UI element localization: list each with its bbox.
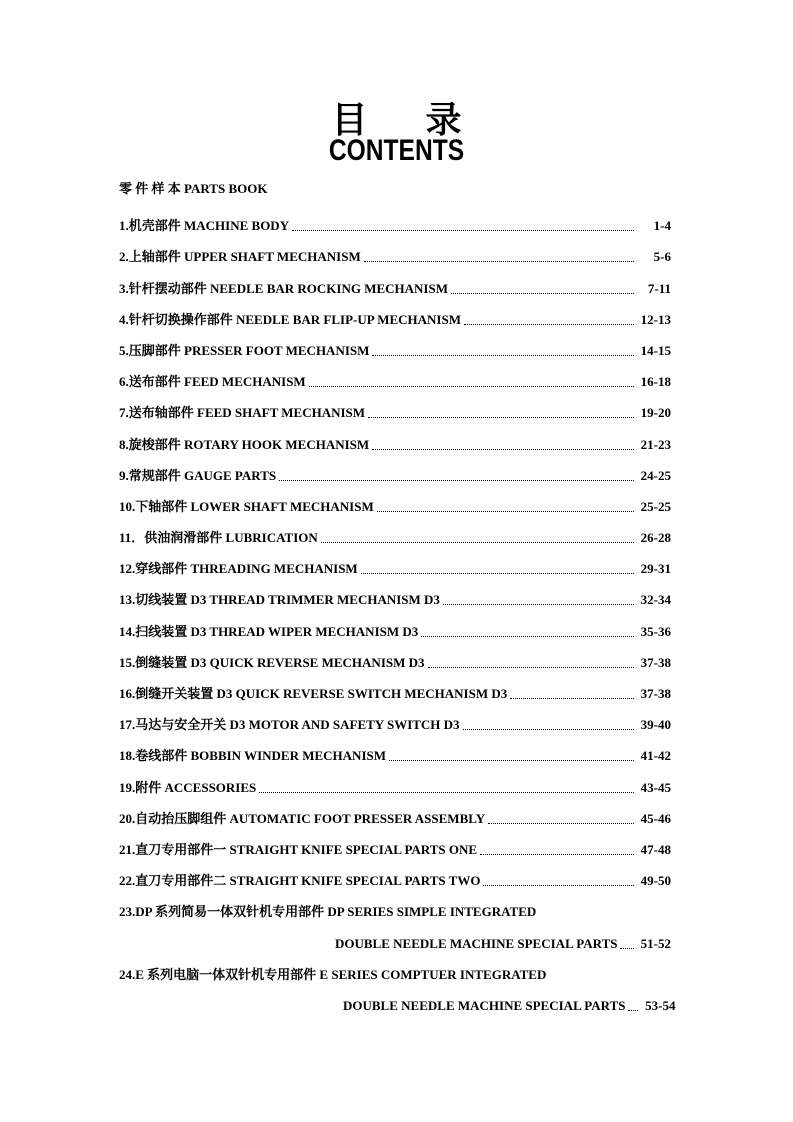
toc-entry-page-range: 45-46 — [640, 810, 671, 826]
toc-entry[interactable] — [119, 764, 671, 795]
toc-entry[interactable] — [119, 203, 671, 234]
toc-entry[interactable] — [119, 297, 671, 328]
toc-entry-label: 9.常规部件 GAUGE PARTS — [119, 467, 277, 483]
toc-entry-label: 11．供油润滑部件 LUBRICATION — [119, 530, 318, 546]
toc-dot-leader — [464, 324, 634, 325]
toc-entry[interactable] — [119, 671, 671, 702]
toc-entry[interactable] — [119, 390, 671, 421]
toc-entry-page-range: 41-42 — [640, 748, 671, 764]
toc-entry[interactable] — [119, 952, 671, 983]
toc-entry-page-range: 47-48 — [640, 841, 671, 857]
toc-entry-page-range: 37-38 — [640, 654, 671, 670]
page-title-english: CONTENTS — [328, 134, 465, 167]
toc-entry-label: 12.穿线部件 THREADING MECHANISM — [119, 561, 358, 577]
toc-dot-leader — [510, 698, 634, 699]
toc-entry[interactable] — [119, 546, 671, 577]
toc-dot-leader — [372, 355, 634, 356]
toc-entry-page-range: 24-25 — [640, 467, 671, 483]
toc-entry-label: 8.旋梭部件 ROTARY HOOK MECHANISM — [119, 436, 370, 452]
toc-dot-leader — [483, 885, 634, 886]
toc-entry-page-range: 35-36 — [640, 623, 671, 639]
toc-dot-leader — [480, 854, 634, 855]
toc-entry-label: 18.卷线部件 BOBBIN WINDER MECHANISM — [119, 748, 387, 764]
toc-entry-label: 24.E 系列电脑一体双针机专用部件 E SERIES COMPTUER INTEGRATED — [119, 966, 547, 982]
toc-entry[interactable] — [119, 640, 671, 671]
toc-entry[interactable] — [119, 702, 671, 733]
toc-entry[interactable] — [119, 359, 671, 390]
toc-entry-label: DOUBLE NEEDLE MACHINE SPECIAL PARTS — [335, 935, 618, 951]
toc-entry-label: 22.直刀专用部件二 STRAIGHT KNIFE SPECIAL PARTS TWO — [119, 873, 481, 889]
toc-entry-page-range: 12-13 — [640, 311, 671, 327]
toc-entry-label: DOUBLE NEEDLE MACHINE SPECIAL PARTS — [343, 997, 626, 1013]
table-of-contents — [119, 203, 676, 1014]
toc-dot-leader — [309, 386, 634, 387]
toc-entry[interactable] — [119, 827, 671, 858]
toc-entry-page-range: 32-34 — [640, 592, 671, 608]
toc-dot-leader — [488, 823, 634, 824]
toc-entry-page-range: 25-25 — [640, 498, 671, 514]
toc-dot-leader — [372, 449, 634, 450]
toc-entry-page-range: 19-20 — [640, 405, 671, 421]
toc-entry-page-range: 5-6 — [653, 249, 671, 265]
toc-entry[interactable] — [119, 421, 671, 452]
page-title-chinese: 目录 — [331, 100, 520, 141]
toc-dot-leader — [628, 1010, 638, 1011]
toc-entry-label: 5.压脚部件 PRESSER FOOT MECHANISM — [119, 342, 370, 358]
toc-entry[interactable] — [119, 983, 676, 1014]
toc-entry[interactable] — [119, 453, 671, 484]
toc-entry-page-range: 14-15 — [640, 342, 671, 358]
toc-entry-page-range: 26-28 — [640, 530, 671, 546]
toc-dot-leader — [377, 511, 634, 512]
toc-entry[interactable] — [119, 796, 671, 827]
parts-book-subtitle: 零 件 样 本 PARTS BOOK — [119, 181, 268, 196]
toc-dot-leader — [428, 667, 634, 668]
toc-entry-label: 17.马达与安全开关 D3 MOTOR AND SAFETY SWITCH D3 — [119, 717, 460, 733]
toc-entry-page-range: 37-38 — [640, 686, 671, 701]
toc-entry[interactable] — [119, 484, 671, 515]
toc-dot-leader — [463, 729, 634, 730]
toc-entry[interactable] — [119, 328, 671, 359]
toc-entry-page-range: 7-11 — [647, 280, 671, 296]
toc-entry-label: 1.机壳部件 MACHINE BODY — [119, 218, 290, 234]
toc-entry-page-range: 1-4 — [653, 218, 671, 234]
toc-dot-leader — [620, 948, 634, 949]
toc-entry-page-range: 53-54 — [645, 997, 676, 1013]
toc-dot-leader — [259, 792, 634, 793]
toc-entry-label: 14.扫线装置 D3 THREAD WIPER MECHANISM D3 — [119, 623, 419, 639]
toc-entry-label: 21.直刀专用部件一 STRAIGHT KNIFE SPECIAL PARTS ONE — [119, 841, 478, 857]
toc-entry-label: 10.下轴部件 LOWER SHAFT MECHANISM — [119, 498, 374, 514]
toc-entry-label: 15.倒缝装置 D3 QUICK REVERSE MECHANISM D3 — [119, 654, 425, 670]
toc-entry-label: 4.针杆切换操作部件 NEEDLE BAR FLIP-UP MECHANISM — [119, 311, 461, 327]
toc-entry-label: 3.针杆摆动部件 NEEDLE BAR ROCKING MECHANISM — [119, 280, 448, 296]
toc-entry-page-range: 43-45 — [640, 779, 671, 795]
toc-dot-leader — [389, 760, 634, 761]
toc-entry[interactable] — [119, 920, 671, 951]
toc-entry[interactable] — [119, 515, 671, 546]
toc-entry-label: 19.附件 ACCESSORIES — [119, 779, 257, 795]
toc-entry-label: 6.送布部件 FEED MECHANISM — [119, 374, 306, 390]
toc-dot-leader — [279, 480, 634, 481]
toc-entry-page-range: 49-50 — [640, 873, 671, 889]
toc-entry-label: 13.切线装置 D3 THREAD TRIMMER MECHANISM D3 — [119, 592, 440, 608]
toc-entry[interactable] — [119, 265, 671, 296]
toc-entry[interactable] — [119, 733, 671, 764]
toc-dot-leader — [443, 604, 634, 605]
toc-dot-leader — [451, 293, 634, 294]
toc-entry-label: 20.自动抬压脚组件 AUTOMATIC FOOT PRESSER ASSEMBLY — [119, 810, 486, 826]
toc-entry[interactable] — [119, 577, 671, 608]
toc-entry[interactable] — [119, 889, 671, 920]
toc-entry[interactable] — [119, 608, 671, 639]
toc-entry-label: 2.上轴部件 UPPER SHAFT MECHANISM — [119, 249, 361, 265]
toc-entry-page-range: 39-40 — [640, 717, 671, 733]
toc-entry[interactable] — [119, 858, 671, 889]
toc-entry[interactable] — [119, 234, 671, 265]
toc-dot-leader — [368, 417, 634, 418]
toc-entry-page-range: 51-52 — [640, 935, 671, 951]
toc-entry-label: 16.倒缝开关装置 D3 QUICK REVERSE SWITCH MECHANISM D3 — [119, 686, 508, 701]
toc-entry-page-range: 21-23 — [640, 436, 671, 452]
toc-entry-label: 7.送布轴部件 FEED SHAFT MECHANISM — [119, 405, 366, 421]
toc-dot-leader — [321, 542, 634, 543]
toc-dot-leader — [421, 636, 634, 637]
toc-entry-page-range: 16-18 — [640, 374, 671, 390]
toc-dot-leader — [361, 573, 634, 574]
toc-dot-leader — [364, 261, 634, 262]
toc-entry-label: 23.DP 系列简易一体双针机专用部件 DP SERIES SIMPLE INTEGRATED — [119, 904, 537, 920]
toc-dot-leader — [292, 230, 634, 231]
toc-entry-page-range: 29-31 — [640, 561, 671, 577]
